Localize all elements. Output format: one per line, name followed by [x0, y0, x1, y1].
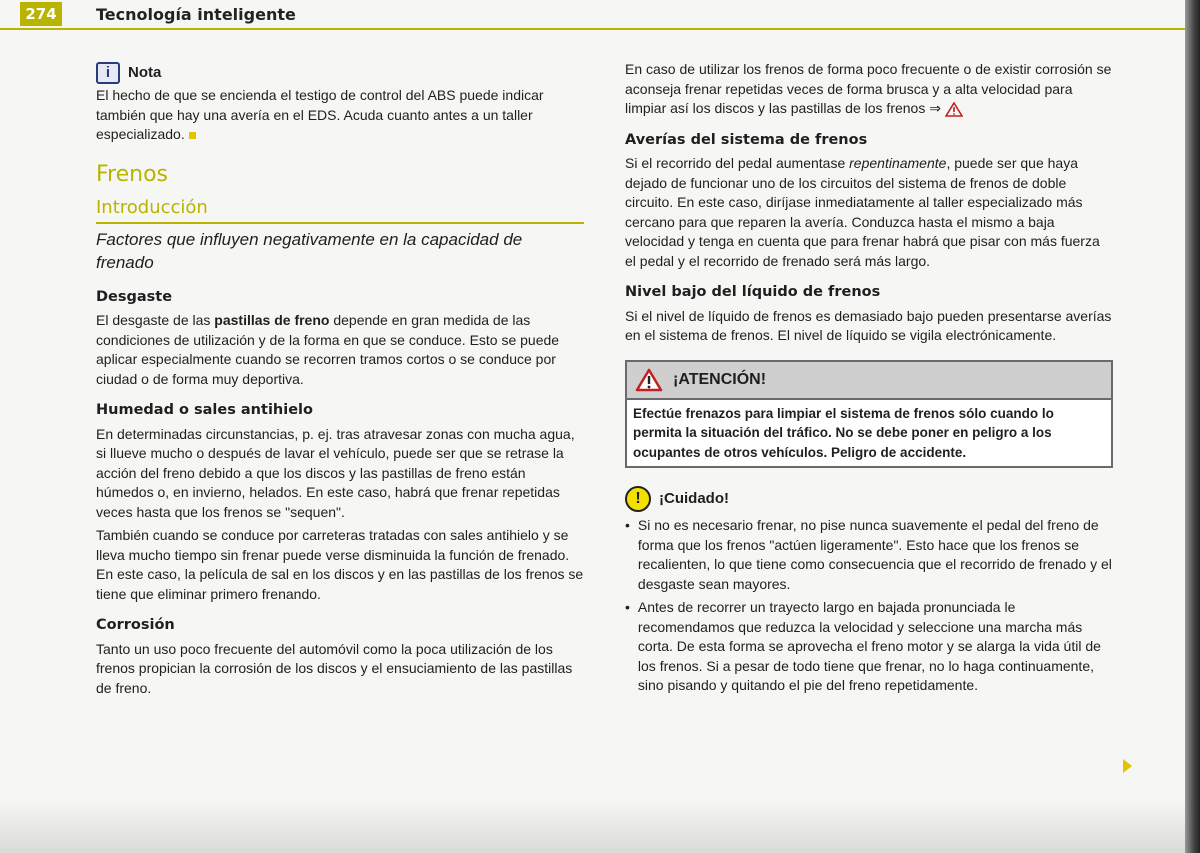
warning-ref-icon	[945, 102, 963, 117]
section-title: Tecnología inteligente	[96, 5, 296, 24]
caution-exclamation-icon: !	[625, 486, 651, 512]
corrosion-text: Tanto un uso poco frecuente del automóvil como la poca utilización de los frenos propician la corrosión de los discos y el ensuciamiento de las pastillas de freno.	[96, 640, 573, 696]
reference-arrow: ⇒	[929, 100, 941, 116]
intro-text: En caso de utilizar los frenos de forma poco frecuente o de existir corrosión se aconseja frenar repetidas veces de forma brusca y a alta velocidad para limpiar así los discos y las pastillas de los frenos	[625, 61, 1112, 116]
subhead-corrosion: Corrosión	[96, 617, 175, 633]
desgaste-text	[96, 311, 584, 389]
continue-arrow-icon	[1123, 757, 1132, 775]
desgaste-text-a: El desgaste de las	[96, 312, 215, 328]
averias-text	[625, 154, 1113, 271]
intro-paragraph	[625, 60, 1113, 119]
desgaste-text-b: depende en gran medida de las condiciones de utilización y de la forma en que se conduce. Esto se puede aplicar especialmente cuando se recorren tramos cortos o se conduce por ciudad o de forma muy deportiva.	[96, 312, 560, 387]
averias-text-b: , puede ser que haya dejado de funcionar uno de los circuitos del sistema de frenos de doble circuito. En este caso, diríjase inmediatamente al taller especializado más cercano para que reparen la avería. Conduzca hasta el mismo a baja velocidad y tenga en cuenta que para frenar habrá que pisar con más fuerza el pedal y el recorrido de frenado será más largo.	[625, 155, 1100, 269]
intro-rule	[96, 222, 584, 224]
bottom-shadow	[0, 800, 1185, 853]
caution-bullet	[625, 516, 1113, 594]
humedad-text-1: En determinadas circunstancias, p. ej. tras atravesar zonas con mucha agua, si llueve mucho o después de lavar el vehículo, puede ser que se retrase la acción del freno debido a que los discos y las pastillas de freno están húmedos o, en invierno, helados. En este caso, habrá que frenar repetidas veces hasta que los frenos se "sequen".	[96, 425, 575, 520]
averias-text-a: Si el recorrido del pedal aumentase	[625, 155, 850, 171]
info-icon: i	[96, 62, 120, 84]
factors-title: Factores que influyen negativamente en la capacidad de frenado	[96, 229, 523, 272]
bullet-dot-icon: •	[625, 599, 630, 615]
note-label: Nota	[128, 64, 162, 82]
left-column	[96, 60, 584, 702]
caution-bullet-text: Si no es necesario frenar, no pise nunca suavemente el pedal del freno de forma que los frenos "actúen ligeramente". Esto hace que los frenos se recalienten, lo que tiene como consecuencia que el recorrido de frenado y el desgaste sean mayores.	[637, 517, 1112, 592]
warning-title: ¡ATENCIÓN!	[673, 370, 767, 388]
note-header	[96, 62, 584, 84]
caution-bullet	[625, 598, 1113, 696]
header-rule	[0, 28, 1185, 30]
subhead-desgaste: Desgaste	[96, 288, 173, 305]
heading-frenos: Frenos	[96, 161, 169, 187]
warning-triangle-icon	[635, 368, 663, 392]
humedad-text-2: También cuando se conduce por carreteras tratadas con sales antihielo y se lleva mucho tiempo sin frenar puede verse disminuida la función de frenado. En este caso, la película de sal en los discos y en las pastillas de los frenos se tiene que eliminar primero frenando.	[96, 527, 584, 602]
averias-text-italic: repentinamente	[849, 155, 947, 171]
right-column	[625, 60, 1113, 700]
subhead-humedad: Humedad o sales antihielo	[96, 402, 313, 418]
subhead-averias: Averías del sistema de frenos	[625, 131, 868, 148]
note-text	[96, 86, 584, 145]
subhead-nivel: Nivel bajo del líquido de frenos	[625, 284, 881, 300]
heading-introduccion: Introducción	[96, 197, 208, 218]
warning-header	[627, 362, 1111, 400]
caution-bullet-text: Antes de recorrer un trayecto largo en bajada pronunciada le recomendamos que reduzca la velocidad y seleccione una marcha más corta. De esta forma se aprovecha el freno motor y se alarga la vida útil de los frenos. Si a pesar de todo tiene que frenar, no lo haga continuamente, sino pisando y quitando el pie del freno repetidamente.	[637, 599, 1101, 693]
desgaste-text-bold: pastillas de freno	[214, 312, 330, 328]
warning-text: Efectúe frenazos para limpiar el sistema de frenos sólo cuando lo permita la situación del tráfico. No se debe poner en peligro a los ocupantes de otros vehículos. Peligro de accidente.	[633, 405, 1054, 460]
nivel-text: Si el nivel de líquido de frenos es demasiado bajo pueden presentarse averías en el sistema de frenos. El nivel de líquido se vigila electrónicamente.	[625, 307, 1112, 343]
bullet-dot-icon: •	[625, 517, 630, 533]
page-edge	[1185, 0, 1200, 853]
note-text-body: El hecho de que se encienda el testigo de control del ABS puede indicar también que hay una avería en el EDS. Acuda cuanto antes a un taller especializado.	[96, 87, 544, 142]
page-number: 274	[20, 2, 62, 26]
caution-title: ¡Cuidado!	[659, 490, 729, 508]
warning-box	[625, 360, 1113, 469]
end-marker-icon	[189, 132, 196, 139]
caution-header	[625, 486, 1113, 512]
